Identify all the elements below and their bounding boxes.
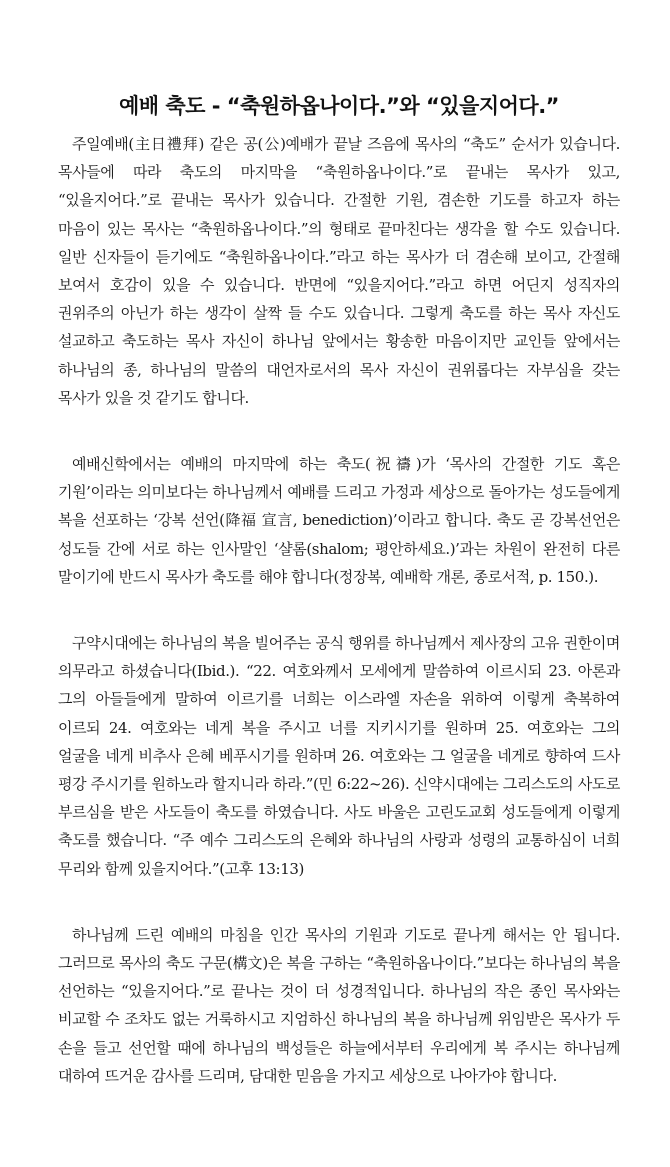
paragraph-3: 구약시대에는 하나님의 복을 빌어주는 공식 행위를 하나님께서 제사장의 고유 권한이며 의무라고 하셨습니다(Ibid.). “22. 여호와께서 모세에게 말씀하여 이르시되 23. 아론과 그의 아들들에게 말하여 이르기를 너희는 이스라엘 자손을 위하여 이렇게 축복하여 이르되 24. 여호와는 네게 복을 주시고 너를 지키시기를 원하며 25. 여호와는 그의 얼굴을 네게 비추사 은혜 베푸시기를 원하며 26. 여호와는 그 얼굴을 네게로 향하여 드사 평강 주시기를 원하노라 할지니라 하라.”(민 6:22~26). 신약시대에는 그리스도의 사도로 부르심을 받은 사도들이 축도를 하였습니다. 사도 바울은 고린도교회 성도들에게 이렇게 축도를 했습니다. “주 예수 그리스도의 은혜와 하나님의 사랑과 성령의 교통하심이 너희 무리와 함께 있을지어다.”(고후 13:13) [58, 634, 620, 878]
document-title: 예배 축도 - “축원하옵나이다.”와 “있을지어다.” [119, 94, 559, 118]
paragraph-4: 하나님께 드린 예배의 마침을 인간 목사의 기원과 기도로 끝나게 해서는 안 됩니다. 그러므로 목사의 축도 구문(構文)은 복을 구하는 “축원하옵나이다.”보다는 하나님의 복을 선언하는 “있을지어다.”로 끝나는 것이 더 성경적입니다. 하나님의 작은 종인 목사와는 비교할 수 조차도 없는 거룩하시고 지엄하신 하나님의 복을 하나님께 위임받은 목사가 두 손을 들고 선언할 때에 하나님의 백성들은 하늘에서부터 우리에게 복 주시는 하나님께 대하여 뜨거운 감사를 드리며, 담대한 믿음을 가지고 세상으로 나아가야 합니다. [58, 925, 620, 1085]
paragraph-1: 주일예배(主日禮拜) 같은 공(公)예배가 끝날 즈음에 목사의 “축도” 순서가 있습니다. 목사들에 따라 축도의 마지막을 “축원하옵나이다.”로 끝내는 목사가 있고, “있을지어다.”로 끝내는 목사가 있습니다. 간절한 기원, 겸손한 기도를 하고자 하는 마음이 있는 목사는 “축원하옵나이다.”의 형태로 끝마친다는 생각을 할 수도 있습니다. 일반 신자들이 듣기에도 “축원하옵나이다.”라고 하는 목사가 더 겸손해 보이고, 간절해 보여서 호감이 있을 수 있습니다. 반면에 “있을지어다.”라고 하면 어딘지 성직자의 권위주의 아닌가 하는 생각이 살짝 들 수도 있습니다. 그렇게 축도를 하는 목사 자신도 설교하고 축도하는 목사 자신이 하나님 앞에서는 황송한 마음이지만 교인들 앞에서는 하나님의 종, 하나님의 말씀의 대언자로서의 목사 자신이 권위롭다는 자부심을 갖는 목사가 있을 것 같기도 합니다. [58, 135, 620, 407]
paragraph-2: 예배신학에서는 예배의 마지막에 하는 축도(祝禱)가 ‘목사의 간절한 기도 혹은 기원’이라는 의미보다는 하나님께서 예배를 드리고 가정과 세상으로 돌아가는 성도들에게 복을 선포하는 ‘강복 선언(降福 宣言, benediction)’이라고 합니다. 축도 곧 강복선언은 성도들 간에 서로 하는 인사말인 ‘샬롬(shalom; 평안하세요.)’과는 차원이 완전히 다른 말이기에 반드시 목사가 축도를 해야 합니다(정장복, 예배학 개론, 종로서적, p. 150.). [58, 455, 620, 586]
